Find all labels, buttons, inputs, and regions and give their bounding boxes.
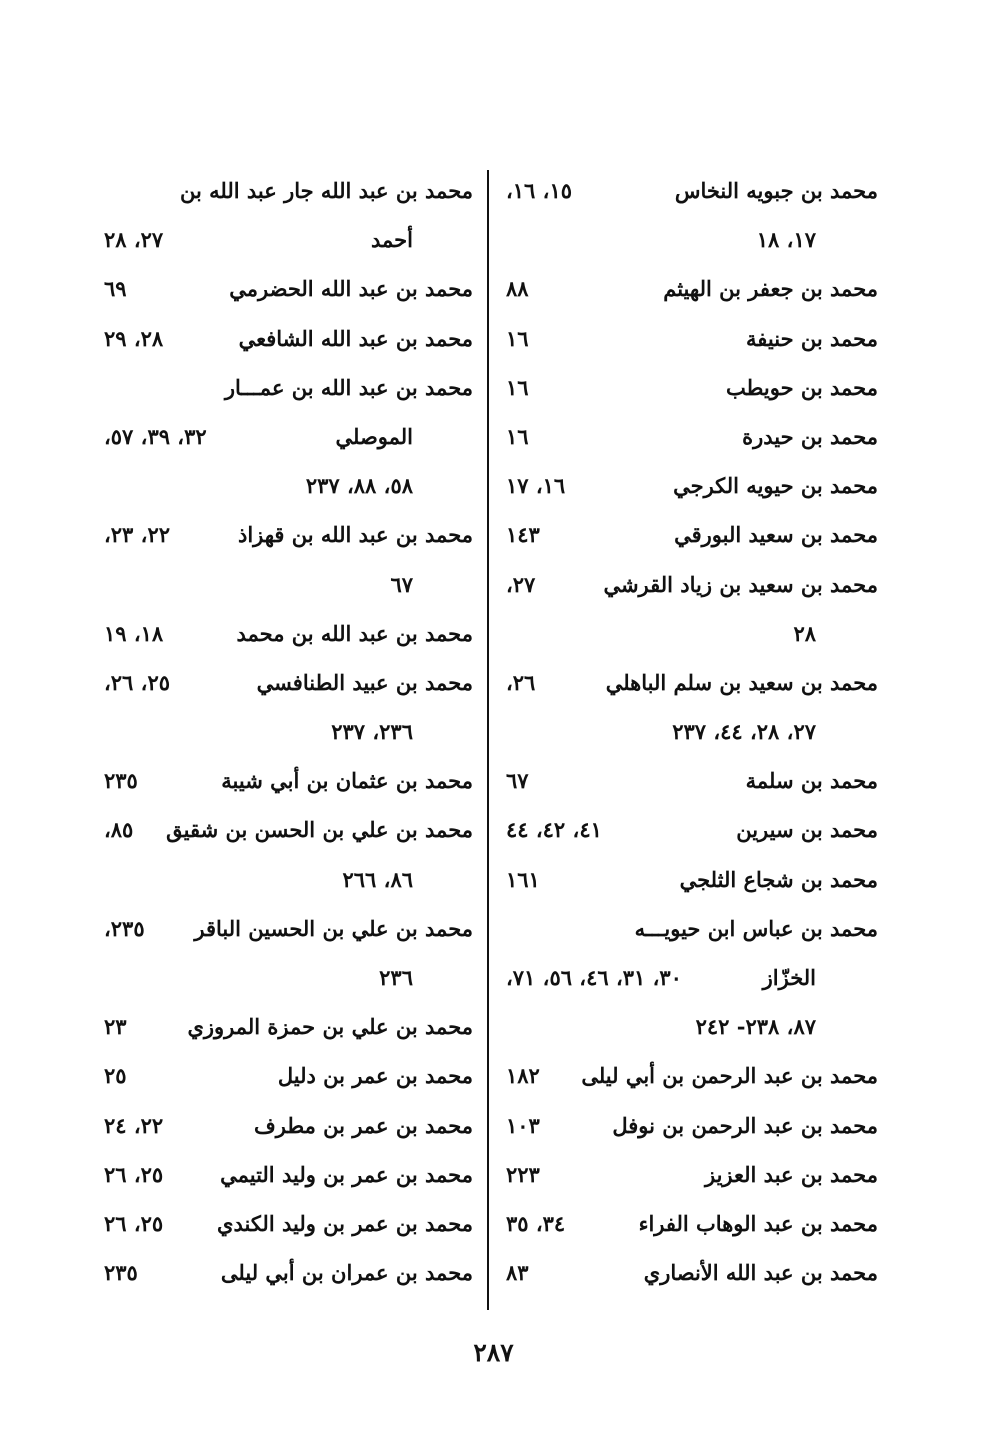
entry-page-refs: ١٤٣ — [506, 522, 540, 548]
index-entry-line — [500, 908, 878, 957]
entry-name: محمد بن عمر بن وليد التيمي — [220, 1161, 473, 1187]
entry-name: الخزّاز — [762, 965, 816, 990]
entry-name: محمد بن عبد الله جار عبد الله بن — [180, 178, 473, 203]
index-entry-line — [98, 268, 473, 317]
entry-name: محمد بن عباس ابن حيويـــه — [634, 915, 878, 941]
index-entry-line — [500, 465, 878, 514]
entry-name: محمد بن حيويه الكرجي — [673, 473, 878, 499]
entry-page-refs: ٦٩ — [104, 276, 127, 302]
index-entry-line — [500, 416, 878, 465]
entry-name: محمد بن عبد الله بن عمـــار — [224, 374, 473, 400]
index-entry-line — [98, 219, 473, 268]
index-entry-line — [98, 760, 473, 809]
entry-name: محمد بن عمر بن دليل — [277, 1063, 473, 1089]
continued-page-refs: ٥٨، ٨٨، ٢٣٧ — [305, 473, 413, 499]
entry-name: محمد بن عمران بن أبي ليلى — [220, 1260, 473, 1286]
index-column-left — [98, 170, 473, 1301]
index-entry-line — [500, 760, 878, 809]
entry-page-refs: ٢٣٥ — [104, 768, 138, 794]
entry-name: محمد بن سعيد بن سلم الباهلي — [605, 669, 878, 695]
entry-page-refs: ٢٢، ٢٣، — [104, 522, 170, 548]
entry-page-refs: ٨٥، — [104, 817, 134, 843]
index-entry-line — [98, 1055, 473, 1104]
index-entry-line — [98, 514, 473, 563]
continued-page-refs: ٢٣٦ — [379, 965, 413, 990]
entry-name: محمد بن حنيفة — [746, 325, 878, 351]
index-entry-line — [500, 318, 878, 367]
column-divider — [487, 170, 489, 1310]
index-entry-line — [500, 957, 878, 1006]
index-entry-line — [500, 170, 878, 219]
index-entry-line — [500, 1252, 878, 1301]
continued-page-refs: ٢٣٦، ٢٣٧ — [331, 719, 413, 745]
entry-page-refs: ٨٣ — [506, 1260, 529, 1286]
entry-page-refs: ٨٨ — [506, 276, 529, 302]
entry-page-refs: ١٦ — [506, 374, 529, 400]
entry-page-refs: ٢٥ — [104, 1063, 127, 1089]
entry-name: محمد بن عبد الوهاب الفراء — [638, 1210, 878, 1236]
entry-name: الموصلي — [335, 423, 413, 449]
entry-page-refs: ٢٨، ٢٩ — [104, 325, 164, 351]
entry-name: محمد بن سعيد البورقي — [674, 522, 878, 548]
entry-name: محمد بن عبد الرحمن بن نوفل — [612, 1112, 878, 1138]
index-entry-line — [500, 219, 878, 268]
entry-name: محمد بن عبد الله بن قهزاذ — [237, 522, 473, 548]
entry-name: محمد بن علي بن حمزة المروزي — [187, 1014, 473, 1040]
entry-page-refs: ٣٠، ٣١، ٤٦، ٥٦، ٧١، — [506, 965, 682, 990]
index-entry-line — [500, 613, 878, 662]
index-entry-line — [500, 564, 878, 613]
entry-page-refs: ١٠٣ — [506, 1112, 540, 1138]
continued-page-refs: ٢٧، ٢٨، ٤٤، ٢٣٧ — [672, 719, 816, 745]
index-entry-line — [98, 859, 473, 908]
index-entry-line — [98, 367, 473, 416]
index-column-right — [500, 170, 878, 1301]
entry-page-refs: ٢٢، ٢٤ — [104, 1112, 164, 1138]
index-entry-line — [98, 1105, 473, 1154]
index-entry-line — [500, 662, 878, 711]
entry-page-refs: ٢٦، — [506, 669, 536, 695]
entry-page-refs: ٢٣ — [104, 1014, 127, 1040]
entry-name: محمد بن عبد الله الشافعي — [238, 325, 473, 351]
index-entry-line — [500, 367, 878, 416]
entry-name: محمد بن شجاع الثلجي — [679, 866, 878, 892]
entry-page-refs: ٢٢٣ — [506, 1161, 540, 1187]
entry-name: محمد بن عثمان بن أبي شيبة — [221, 768, 473, 794]
entry-name: محمد بن علي بن الحسن بن شقيق — [166, 817, 473, 843]
entry-page-refs: ٢٥، ٢٦، — [104, 669, 170, 695]
index-entry-line — [98, 1006, 473, 1055]
index-entry-line — [98, 809, 473, 858]
index-entry-line — [500, 514, 878, 563]
index-entry-line — [98, 416, 473, 465]
entry-name: محمد بن سلمة — [745, 768, 878, 794]
index-entry-line — [500, 1105, 878, 1154]
entry-name: محمد بن عبد الله الأنصاري — [643, 1260, 878, 1286]
index-entry-line — [98, 170, 473, 219]
entry-name: محمد بن عبد العزيز — [704, 1161, 878, 1187]
index-entry-line — [98, 662, 473, 711]
entry-page-refs: ٣٢، ٣٩، ٥٧، — [104, 423, 207, 449]
entry-name: أحمد — [371, 227, 413, 253]
entry-page-refs: ١٨٢ — [506, 1063, 540, 1089]
entry-page-refs: ٢٧، — [506, 571, 536, 597]
entry-page-refs: ٢٥، ٢٦ — [104, 1210, 164, 1236]
entry-page-refs: ٢٥، ٢٦ — [104, 1161, 164, 1187]
index-entry-line — [98, 908, 473, 957]
index-entry-line — [500, 1006, 878, 1055]
entry-name: محمد بن عبد الرحمن بن أبي ليلى — [581, 1063, 878, 1089]
index-entry-line — [500, 711, 878, 760]
entry-name: محمد بن حيدرة — [742, 423, 878, 449]
entry-page-refs: ٢٣٥، — [104, 915, 145, 941]
index-entry-line — [500, 809, 878, 858]
entry-page-refs: ٣٤، ٣٥ — [506, 1210, 566, 1236]
index-entry-line — [98, 957, 473, 1006]
continued-page-refs: ٨٦، ٢٦٦ — [342, 866, 413, 892]
entry-name: محمد بن جعفر بن الهيثم — [663, 276, 878, 302]
entry-page-refs: ١٦، ١٧ — [506, 473, 566, 499]
entry-page-refs: ٦٧ — [506, 768, 529, 794]
continued-page-refs: ٨٧، ٢٣٨- ٢٤٢ — [695, 1014, 816, 1040]
index-entry-line — [98, 465, 473, 514]
entry-name: محمد بن عمر بن مطرف — [254, 1112, 473, 1138]
index-entry-line — [500, 1154, 878, 1203]
index-entry-line — [98, 1154, 473, 1203]
index-entry-line — [98, 613, 473, 662]
index-entry-line — [500, 1203, 878, 1252]
index-entry-line — [98, 1203, 473, 1252]
entry-page-refs: ١٨، ١٩ — [104, 620, 164, 646]
index-entry-line — [98, 1252, 473, 1301]
entry-page-refs: ٢٣٥ — [104, 1260, 138, 1286]
index-entry-line — [500, 1055, 878, 1104]
entry-page-refs: ٤١، ٤٢، ٤٤ — [506, 817, 602, 843]
index-entry-line — [500, 268, 878, 317]
index-entry-line — [98, 564, 473, 613]
entry-page-refs: ١٦ — [506, 325, 529, 351]
entry-page-refs: ١٥، ١٦، — [506, 178, 572, 203]
entry-name: محمد بن عمر بن وليد الكندي — [217, 1210, 473, 1236]
index-entry-line — [98, 318, 473, 367]
entry-name: محمد بن عبد الله بن محمد — [236, 620, 473, 646]
entry-name: محمد بن حويطب — [726, 374, 878, 400]
entry-page-refs: ٢٧، ٢٨ — [104, 227, 164, 253]
entry-name: محمد بن جبويه النخاس — [674, 178, 878, 203]
entry-name: محمد بن سيرين — [736, 817, 878, 843]
entry-name: محمد بن عبيد الطنافسي — [256, 669, 473, 695]
entry-page-refs: ١٦١ — [506, 866, 540, 892]
continued-page-refs: ١٧، ١٨ — [756, 227, 816, 253]
page-number: ٢٨٧ — [473, 1338, 514, 1367]
entry-page-refs: ١٦ — [506, 423, 529, 449]
entry-name: محمد بن علي بن الحسين الباقر — [194, 915, 473, 941]
entry-name: محمد بن سعيد بن زياد القرشي — [603, 571, 878, 597]
index-entry-line — [98, 711, 473, 760]
continued-page-refs: ٢٨ — [793, 620, 816, 646]
entry-name: محمد بن عبد الله الحضرمي — [229, 276, 473, 302]
index-entry-line — [500, 859, 878, 908]
continued-page-refs: ٦٧ — [390, 571, 413, 597]
